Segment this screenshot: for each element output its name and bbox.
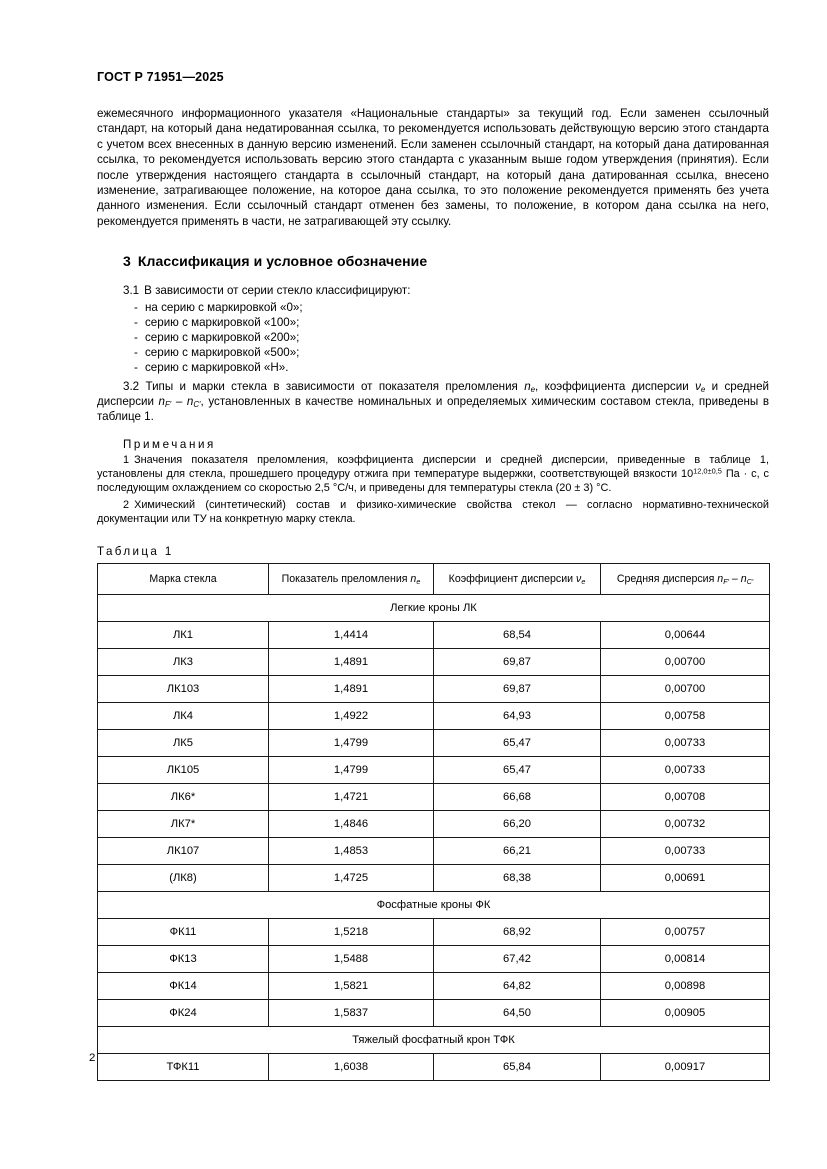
cell-refractive-index: 1,4799 xyxy=(269,757,434,784)
table-row xyxy=(98,1000,770,1027)
intro-paragraph: ежемесячного информационного указателя «Национальные стандарты» за текущий год. Если заменен ссылочный стандарт, на который дана недатированная ссылка, то рекомендуется использовать действующую версию этого стандарта с учетом всех внесенных в данную версию изменений. Если заменен ссылочный стандарт, на который дана датированная ссылка, то рекомендуется использовать версию этого стандарта с указанным выше годом утверждения (принятия). Если после утверждения настоящего стандарта в ссылочный стандарт, на который дана датированная ссылка, внесено изменение, затрагивающее положение, на которое дана ссылка, то это положение рекомендуется применять без учета данного изменения. Если ссылочный стандарт отменен без замены, то положение, в котором дана ссылка на него, рекомендуется применять в части, не затрагивающей эту ссылку. xyxy=(97,107,769,228)
clause-3-2-text-part4: , установленных в качестве номинальных и определяемых химическим составом стекла, приведены в таблице 1. xyxy=(97,395,770,424)
clause-3-2-text-part1: Типы и марки стекла в зависимости от показателя преломления xyxy=(145,379,525,393)
cell-refractive-index: 1,4922 xyxy=(269,703,434,730)
cell-mean-dispersion: 0,00644 xyxy=(601,622,770,649)
cell-mark: ЛК1 xyxy=(98,622,269,649)
cell-dispersion-coefficient: 64,93 xyxy=(434,703,601,730)
clause-3-1-number: 3.1 xyxy=(123,284,140,298)
cell-mean-dispersion: 0,00733 xyxy=(601,730,770,757)
table-row xyxy=(98,811,770,838)
cell-refractive-index: 1,4799 xyxy=(269,730,434,757)
cell-refractive-index: 1,4891 xyxy=(269,649,434,676)
note-2 xyxy=(97,498,769,527)
cell-refractive-index: 1,6038 xyxy=(269,1054,434,1081)
note-2-text: Химический (синтетический) состав и физико-химические свойства стекол — согласно нормативно-технической документации или ТУ на конкретную марку стекла. xyxy=(97,498,769,526)
column-header-refractive-index xyxy=(269,564,434,595)
cell-dispersion-coefficient: 67,42 xyxy=(434,946,601,973)
header-variable-ne-symbol: n xyxy=(410,572,417,585)
table-row xyxy=(98,946,770,973)
cell-mean-dispersion: 0,00905 xyxy=(601,1000,770,1027)
cell-refractive-index: 1,5488 xyxy=(269,946,434,973)
cell-mean-dispersion: 0,00917 xyxy=(601,1054,770,1081)
header-variable-nf-symbol: n xyxy=(717,572,724,585)
note-1-exponent: 12,0±0,5 xyxy=(693,466,722,476)
notes-heading: Примечания xyxy=(123,437,216,451)
table-row xyxy=(98,973,770,1000)
table-group-title: Фосфатные кроны ФК xyxy=(98,892,770,919)
table-group-row xyxy=(98,1027,770,1054)
cell-dispersion-coefficient: 64,82 xyxy=(434,973,601,1000)
cell-mean-dispersion: 0,00733 xyxy=(601,838,770,865)
table-row xyxy=(98,757,770,784)
cell-mark: ТФК11 xyxy=(98,1054,269,1081)
cell-dispersion-coefficient: 65,47 xyxy=(434,730,601,757)
table-row xyxy=(98,1054,770,1081)
cell-refractive-index: 1,4414 xyxy=(269,622,434,649)
cell-mark: ЛК6* xyxy=(98,784,269,811)
cell-refractive-index: 1,5821 xyxy=(269,973,434,1000)
variable-nu-symbol: ν xyxy=(695,379,701,393)
column-header-dispersion-coefficient xyxy=(434,564,601,595)
series-list xyxy=(97,300,769,376)
clause-3-1 xyxy=(123,283,769,298)
cell-mean-dispersion: 0,00691 xyxy=(601,865,770,892)
section-title-text: Классификация и условное обозначение xyxy=(137,253,428,270)
cell-mean-dispersion: 0,00898 xyxy=(601,973,770,1000)
table-row xyxy=(98,838,770,865)
variable-ne-symbol: n xyxy=(524,379,531,393)
header-variable-nu xyxy=(576,573,585,585)
section-number: 3 xyxy=(123,253,131,270)
header-variable-nc xyxy=(741,573,753,585)
header-variable-nf xyxy=(717,573,729,585)
section-heading xyxy=(123,253,769,269)
document-content xyxy=(97,106,769,1081)
cell-mark: (ЛК8) xyxy=(98,865,269,892)
header-variable-nu-subscript: e xyxy=(581,576,586,586)
column-header-mean-dispersion xyxy=(601,564,770,595)
list-item: - на серию с маркировкой «0»; xyxy=(145,300,769,315)
header-variable-ne xyxy=(410,573,420,585)
table-group-row xyxy=(98,595,770,622)
table-row xyxy=(98,784,770,811)
column-header-mark-label: Марка стекла xyxy=(149,572,217,585)
cell-mean-dispersion: 0,00708 xyxy=(601,784,770,811)
list-item: - серию с маркировкой «Н». xyxy=(145,360,769,375)
cell-dispersion-coefficient: 64,50 xyxy=(434,1000,601,1027)
cell-mark: ЛК103 xyxy=(98,676,269,703)
cell-dispersion-coefficient: 65,47 xyxy=(434,757,601,784)
cell-mark: ЛК7* xyxy=(98,811,269,838)
cell-dispersion-coefficient: 69,87 xyxy=(434,649,601,676)
clause-3-1-text: В зависимости от серии стекло классифицируют: xyxy=(144,284,411,298)
note-1-number: 1 xyxy=(123,453,130,466)
cell-dispersion-coefficient: 65,84 xyxy=(434,1054,601,1081)
header-variable-ne-subscript: e xyxy=(416,576,421,586)
note-1-text-b: Па · с, с последующим охлаждением со скоростью 2,5 °C/ч, и приведены для температуры стекла (20 ± 3) °C. xyxy=(97,468,769,495)
cell-mean-dispersion: 0,00700 xyxy=(601,676,770,703)
cell-refractive-index: 1,4725 xyxy=(269,865,434,892)
cell-mark: ЛК5 xyxy=(98,730,269,757)
cell-dispersion-coefficient: 68,38 xyxy=(434,865,601,892)
cell-mean-dispersion: 0,00733 xyxy=(601,757,770,784)
cell-refractive-index: 1,4846 xyxy=(269,811,434,838)
clause-3-2 xyxy=(97,379,769,425)
note-2-number: 2 xyxy=(123,498,130,511)
table-row xyxy=(98,649,770,676)
cell-dispersion-coefficient: 68,54 xyxy=(434,622,601,649)
clause-3-2-number: 3.2 xyxy=(123,379,140,393)
variable-ne-subscript: e xyxy=(530,384,536,394)
table-row xyxy=(98,865,770,892)
table-group-row xyxy=(98,892,770,919)
standard-identifier: ГОСТ Р 71951—2025 xyxy=(97,70,224,84)
cell-refractive-index: 1,4853 xyxy=(269,838,434,865)
cell-mark: ЛК105 xyxy=(98,757,269,784)
cell-mean-dispersion: 0,00758 xyxy=(601,703,770,730)
cell-mark: ЛК107 xyxy=(98,838,269,865)
header-variable-nc-symbol: n xyxy=(740,572,747,585)
cell-refractive-index: 1,4721 xyxy=(269,784,434,811)
table-header-row xyxy=(98,564,770,595)
table-caption: Таблица 1 xyxy=(97,545,174,559)
column-header-refractive-index-label: Показатель преломления xyxy=(281,572,411,585)
header-variable-nc-subscript: C′ xyxy=(746,576,754,586)
variable-nc-symbol: n xyxy=(186,395,194,409)
clause-3-2-text-part2: , коэффициента дисперсии xyxy=(535,379,696,393)
cell-mean-dispersion: 0,00732 xyxy=(601,811,770,838)
variable-nf xyxy=(159,395,172,408)
cell-mark: ФК11 xyxy=(98,919,269,946)
variable-nu xyxy=(695,380,705,393)
table-row xyxy=(98,676,770,703)
cell-refractive-index: 1,5837 xyxy=(269,1000,434,1027)
cell-mark: ЛК4 xyxy=(98,703,269,730)
cell-dispersion-coefficient: 69,87 xyxy=(434,676,601,703)
table-group-title: Легкие кроны ЛК xyxy=(98,595,770,622)
clause-3-2-text-part3: и средней дисперсии xyxy=(97,379,769,409)
cell-mark: ФК13 xyxy=(98,946,269,973)
cell-dispersion-coefficient: 66,68 xyxy=(434,784,601,811)
variable-ne xyxy=(524,380,535,393)
column-header-mean-dispersion-label: Средняя дисперсия xyxy=(616,572,718,585)
header-dispersion-dash: – xyxy=(728,572,741,585)
variable-nf-symbol: n xyxy=(158,395,165,409)
cell-mark: ФК14 xyxy=(98,973,269,1000)
table-row xyxy=(98,622,770,649)
table-group-title: Тяжелый фосфатный крон ТФК xyxy=(98,1027,770,1054)
variable-nu-subscript: e xyxy=(700,384,706,394)
list-item: - серию с маркировкой «500»; xyxy=(145,345,769,360)
dispersion-dash: – xyxy=(171,395,187,409)
cell-refractive-index: 1,5218 xyxy=(269,919,434,946)
cell-mark: ЛК3 xyxy=(98,649,269,676)
cell-dispersion-coefficient: 68,92 xyxy=(434,919,601,946)
table-row xyxy=(98,703,770,730)
variable-nc xyxy=(187,395,201,408)
glass-properties-table xyxy=(97,563,770,1081)
cell-dispersion-coefficient: 66,20 xyxy=(434,811,601,838)
cell-mean-dispersion: 0,00757 xyxy=(601,919,770,946)
cell-refractive-index: 1,4891 xyxy=(269,676,434,703)
list-item: - серию с маркировкой «200»; xyxy=(145,330,769,345)
variable-nf-subscript: F′ xyxy=(165,400,172,410)
cell-dispersion-coefficient: 66,21 xyxy=(434,838,601,865)
cell-mean-dispersion: 0,00814 xyxy=(601,946,770,973)
cell-mark: ФК24 xyxy=(98,1000,269,1027)
table-row xyxy=(98,919,770,946)
note-1 xyxy=(97,453,769,496)
note-1-text-a: Значения показателя преломления, коэффициента дисперсии и средней дисперсии, приведенные в таблице 1, установлены для стекла, прошедшего процедуру отжига при температуре выдержки, соответствующей вязкости 10 xyxy=(97,453,769,481)
header-variable-nu-symbol: ν xyxy=(576,572,582,585)
column-header-mark xyxy=(98,564,269,595)
list-item: - серию с маркировкой «100»; xyxy=(145,315,769,330)
table-row xyxy=(98,730,770,757)
header-variable-nf-subscript: F′ xyxy=(723,576,729,586)
cell-mean-dispersion: 0,00700 xyxy=(601,649,770,676)
variable-nc-subscript: C′ xyxy=(193,400,201,410)
column-header-dispersion-coefficient-label: Коэффициент дисперсии xyxy=(448,572,577,585)
page-number: 2 xyxy=(89,1052,96,1064)
